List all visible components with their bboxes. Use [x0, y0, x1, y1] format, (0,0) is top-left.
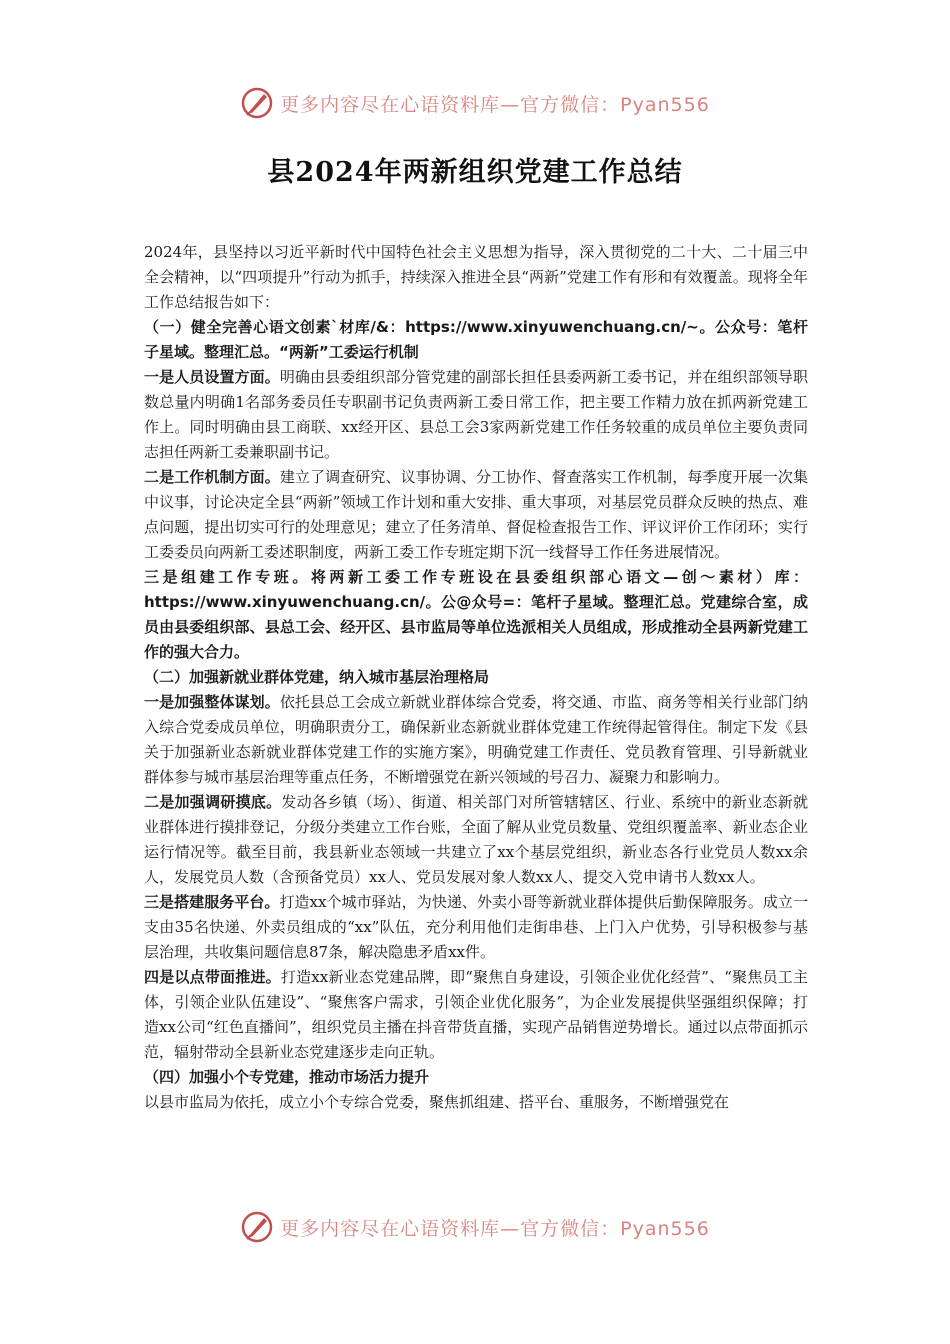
section-2-paragraph-1: [144, 690, 808, 790]
footer-watermark-banner: [0, 1207, 950, 1247]
lead-text: 四是以点带面推进。: [144, 968, 281, 986]
header-watermark-banner: [0, 83, 950, 123]
watermark-text: 更多内容尽在心语资料库—官方微信：Pyan556: [280, 93, 710, 116]
body-text: 发动各乡镇（场）、街道、相关部门对所管辖辖区、行业、系统中的新业态新就业群体进行摸排登记，分级分类建立工作台账，全面了解从业党员数量、党组织覆盖率、新业态企业运行情况等。截至目前，我县新业态领域一共建立了xx个基层党组织，新业态各行业党员人数xx余人，发展党员人数（含预备党员）xx人、党员发展对象人数xx人、提交入党申请书人数xx人。: [144, 793, 808, 886]
section-1-paragraph-3: 三是组建工作专班。将两新工委工作专班设在县委组织部心语文—创～素材）库：https://www.xinyuwenchuang.cn/。公@众号=：笔杆子星域。整理汇总。党建综合室，成员由县委组织部、县总工会、经开区、县市监局等单位选派相关人员组成，形成推动全县两新党建工作的强大合力。: [144, 568, 808, 661]
watermark-text: 更多内容尽在心语资料库—官方微信：Pyan556: [280, 1217, 710, 1240]
lead-text: 一是人员设置方面。: [144, 368, 280, 386]
intro-paragraph: 2024年，县坚持以习近平新时代中国特色社会主义思想为指导，深入贯彻党的二十大、二十届三中全会精神，以“四项提升”行动为抓手，持续深入推进全县“两新”党建工作有形和有效覆盖。现将全年工作总结报告如下：: [144, 243, 808, 311]
quill-logo-icon: [240, 1210, 274, 1244]
lead-text: 二是工作机制方面。: [144, 468, 280, 486]
section-2-paragraph-2: [144, 790, 808, 890]
lead-text: 二是加强调研摸底。: [144, 793, 282, 811]
section-1-heading: （一）健全完善心语文创素`材库/&：https://www.xinyuwenchuang.cn/~。公众号：笔杆子星域。整理汇总。“两新”工委运行机制: [144, 318, 808, 361]
section-4-paragraph-1: 以县市监局为依托，成立小个专综合党委，聚焦抓组建、搭平台、重服务，不断增强党在: [144, 1093, 730, 1111]
section-1-paragraph-2: [144, 465, 808, 565]
document-title: 县2024年两新组织党建工作总结: [267, 157, 683, 188]
section-2-heading: （二）加强新就业群体党建，纳入城市基层治理格局: [144, 668, 490, 686]
body-text: 建立了调查研究、议事协调、分工协作、督查落实工作机制，每季度开展一次集中议事，讨论决定全县“两新”领域工作计划和重大安排、重大事项，对基层党员群众反映的热点、难点问题，提出切实可行的处理意见；建立了任务清单、督促检查报告工作、评议评价工作闭环；实行工委委员向两新工委述职制度，两新工委工作专班定期下沉一线督导工作任务进展情况。: [144, 468, 808, 561]
body-text: 明确由县委组织部分管党建的副部长担任县委两新工委书记，并在组织部领导职数总量内明确1名部务委员任专职副书记负责两新工委日常工作，把主要工作精力放在抓两新党建工作上。同时明确由县工商联、xx经开区、县总工会3家两新党建工作任务较重的成员单位主要负责同志担任两新工委兼职副书记。: [144, 368, 808, 461]
document-body: [144, 240, 808, 1115]
section-2-paragraph-4: [144, 965, 808, 1065]
body-text: 打造xx个城市驿站，为快递、外卖小哥等新就业群体提供后勤保障服务。成立一支由35名快递、外卖员组成的“xx”队伍，充分利用他们走街串巷、上门入户优势，引导积极参与基层治理，共收集问题信息87条，解决隐患矛盾xx件。: [144, 893, 808, 961]
body-text: 依托县总工会成立新就业群体综合党委，将交通、市监、商务等相关行业部门纳入综合党委成员单位，明确职责分工，确保新业态新就业群体党建工作统得起管得住。制定下发《县关于加强新业态新就业群体党建工作的实施方案》，明确党建工作责任、党员教育管理、引导新就业群体参与城市基层治理等重点任务，不断增强党在新兴领域的号召力、凝聚力和影响力。: [144, 693, 808, 786]
section-1-paragraph-1: [144, 365, 808, 465]
section-2-paragraph-3: [144, 890, 808, 965]
quill-logo-icon: [240, 86, 274, 120]
lead-text: 三是搭建服务平台。: [144, 893, 280, 911]
body-text: 打造xx新业态党建品牌，即“聚焦自身建设，引领企业优化经营”、“聚焦员工主体，引领企业队伍建设”、“聚焦客户需求，引领企业优化服务”，为企业发展提供坚强组织保障；打造xx公司“红色直播间”，组织党员主播在抖音带货直播，实现产品销售逆势增长。通过以点带面抓示范，辐射带动全县新业态党建逐步走向正轨。: [144, 968, 808, 1061]
lead-text: 一是加强整体谋划。: [144, 693, 280, 711]
section-4-heading: （四）加强小个专党建，推动市场活力提升: [144, 1068, 430, 1086]
